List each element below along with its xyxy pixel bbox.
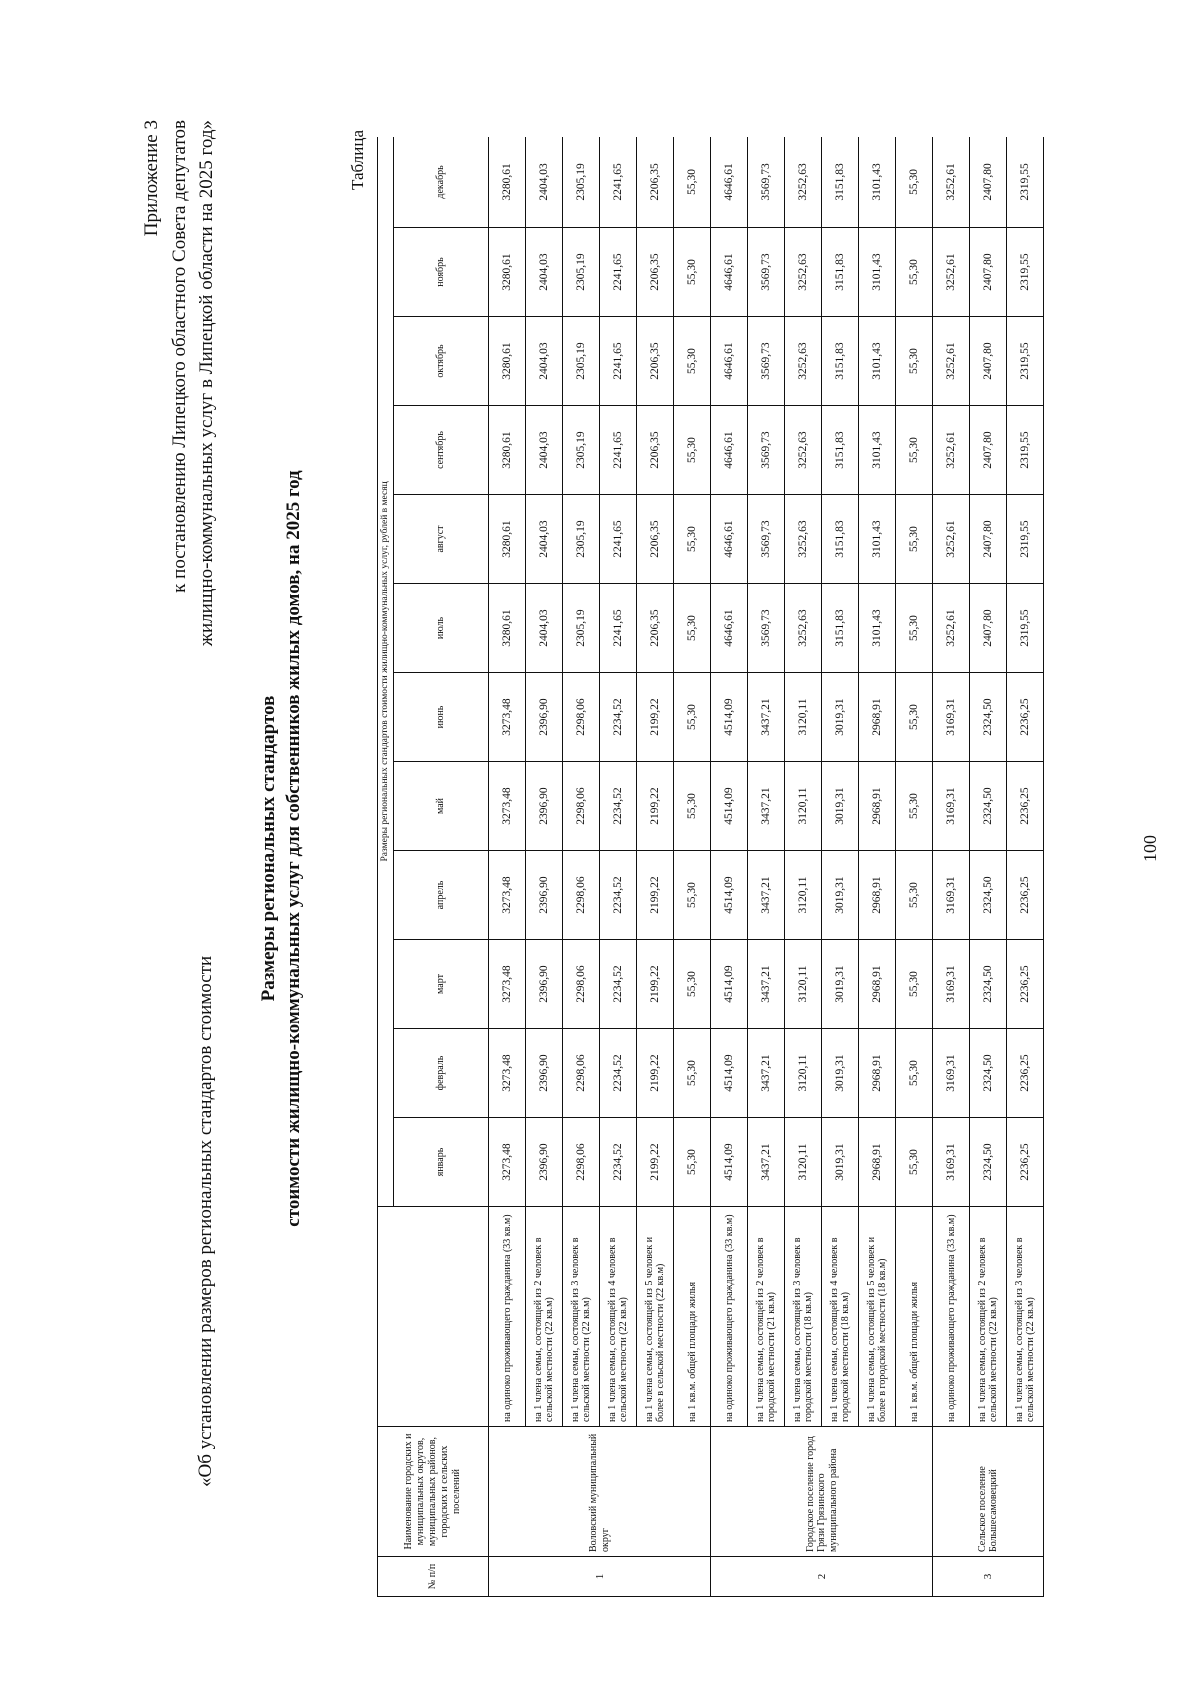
- month-value: 3101,43: [859, 137, 896, 228]
- month-value: 2241,65: [600, 228, 637, 317]
- col-header-group: Размеры региональных стандартов стоимости жилищно-коммунальных услуг, рублей в месяц: [378, 137, 394, 1207]
- month-value: 3252,63: [785, 495, 822, 584]
- month-value: 3252,63: [785, 317, 822, 406]
- month-value: 2324,50: [970, 1029, 1007, 1118]
- month-value: 2234,52: [600, 940, 637, 1029]
- month-value: 3252,61: [933, 317, 970, 406]
- month-value: 2234,52: [600, 762, 637, 851]
- month-header: август: [394, 495, 489, 584]
- month-value: 3569,73: [748, 406, 785, 495]
- month-header: октябрь: [394, 317, 489, 406]
- month-value: 3273,48: [489, 940, 526, 1029]
- month-value: 2298,06: [563, 673, 600, 762]
- month-value: 2305,19: [563, 406, 600, 495]
- month-value: 2236,25: [1007, 1029, 1044, 1118]
- month-value: 3120,11: [785, 851, 822, 940]
- month-value: 55,30: [896, 762, 933, 851]
- table-row: [600, 137, 637, 1597]
- month-value: 2319,55: [1007, 584, 1044, 673]
- table-row: [970, 137, 1007, 1597]
- month-value: 2407,80: [970, 317, 1007, 406]
- month-value: 4514,09: [711, 762, 748, 851]
- table-body: [489, 137, 1044, 1597]
- month-value: 2319,55: [1007, 228, 1044, 317]
- month-value: 55,30: [896, 1118, 933, 1207]
- standard-description: на 1 члена семьи, состоящей из 3 человек в городской местности (18 кв.м): [785, 1207, 822, 1427]
- month-value: 3437,21: [748, 851, 785, 940]
- month-value: 2396,90: [526, 762, 563, 851]
- month-value: 2396,90: [526, 1029, 563, 1118]
- table-row: [637, 137, 674, 1597]
- month-value: 3273,48: [489, 762, 526, 851]
- month-value: 55,30: [674, 317, 711, 406]
- month-value: 2396,90: [526, 940, 563, 1029]
- month-header: июнь: [394, 673, 489, 762]
- month-value: 3252,61: [933, 228, 970, 317]
- month-value: 2968,91: [859, 940, 896, 1029]
- month-value: 3019,31: [822, 940, 859, 1029]
- month-value: 3101,43: [859, 317, 896, 406]
- table-row: [822, 137, 859, 1597]
- month-value: 2236,25: [1007, 673, 1044, 762]
- standard-description: на 1 члена семьи, состоящей из 2 человек в сельской местности (22 кв.м): [970, 1207, 1007, 1427]
- month-value: 3151,83: [822, 495, 859, 584]
- month-value: 3101,43: [859, 495, 896, 584]
- month-value: 4514,09: [711, 673, 748, 762]
- month-value: 3169,31: [933, 673, 970, 762]
- month-value: 3120,11: [785, 673, 822, 762]
- month-value: 55,30: [674, 1029, 711, 1118]
- month-value: 3273,48: [489, 1118, 526, 1207]
- month-value: 55,30: [896, 940, 933, 1029]
- month-value: 55,30: [896, 851, 933, 940]
- month-value: 2206,35: [637, 495, 674, 584]
- month-value: 4646,61: [711, 137, 748, 228]
- table-row: [896, 137, 933, 1597]
- month-value: 2206,35: [637, 137, 674, 228]
- month-value: 55,30: [674, 673, 711, 762]
- month-value: 2396,90: [526, 673, 563, 762]
- month-value: 55,30: [674, 228, 711, 317]
- month-value: 3120,11: [785, 762, 822, 851]
- month-value: 3019,31: [822, 851, 859, 940]
- month-value: 3569,73: [748, 137, 785, 228]
- month-value: 4646,61: [711, 406, 748, 495]
- standard-description: на 1 члена семьи, состоящей из 4 человек в сельской местности (22 кв.м): [600, 1207, 637, 1427]
- month-value: 2407,80: [970, 584, 1007, 673]
- month-value: 55,30: [896, 406, 933, 495]
- month-value: 2241,65: [600, 584, 637, 673]
- title-line-2: стоимости жилищно-коммунальных услуг для собственников жилых домов, на 2025 год: [283, 470, 304, 1227]
- month-value: 2324,50: [970, 1118, 1007, 1207]
- standard-description: на одиноко проживающего гражданина (33 кв.м): [933, 1207, 970, 1427]
- row-number: 2: [711, 1557, 933, 1597]
- month-value: 3280,61: [489, 584, 526, 673]
- row-number: 3: [933, 1557, 1044, 1597]
- month-value: 55,30: [674, 137, 711, 228]
- month-value: 3252,61: [933, 584, 970, 673]
- month-header: март: [394, 940, 489, 1029]
- month-value: 3169,31: [933, 1118, 970, 1207]
- table-row: [526, 137, 563, 1597]
- month-value: 2404,03: [526, 406, 563, 495]
- month-value: 4514,09: [711, 1118, 748, 1207]
- month-value: 55,30: [896, 1029, 933, 1118]
- month-value: 2968,91: [859, 851, 896, 940]
- month-value: 2305,19: [563, 228, 600, 317]
- month-header: сентябрь: [394, 406, 489, 495]
- month-value: 2324,50: [970, 673, 1007, 762]
- month-value: 4514,09: [711, 940, 748, 1029]
- month-value: 2234,52: [600, 1118, 637, 1207]
- month-value: 4646,61: [711, 317, 748, 406]
- month-value: 3569,73: [748, 584, 785, 673]
- month-value: 3169,31: [933, 1029, 970, 1118]
- month-value: 2298,06: [563, 940, 600, 1029]
- standards-table: [377, 137, 1044, 1597]
- month-value: 3569,73: [748, 317, 785, 406]
- month-value: 2404,03: [526, 228, 563, 317]
- month-header: февраль: [394, 1029, 489, 1118]
- month-header: май: [394, 762, 489, 851]
- month-value: 2199,22: [637, 851, 674, 940]
- table-row: [785, 137, 822, 1597]
- table-row: [711, 137, 748, 1597]
- month-value: 55,30: [674, 495, 711, 584]
- month-value: 2236,25: [1007, 851, 1044, 940]
- month-value: 2298,06: [563, 762, 600, 851]
- month-value: 2241,65: [600, 495, 637, 584]
- month-value: 3273,48: [489, 851, 526, 940]
- month-value: 3437,21: [748, 673, 785, 762]
- month-value: 2234,52: [600, 1029, 637, 1118]
- header-line-2-left: «Об установлении размеров региональных стандартов стоимости: [195, 955, 216, 1487]
- municipality-name: Городское поселение город Грязи Грязинского муниципального района: [711, 1427, 933, 1557]
- col-header-number: № п/п: [378, 1557, 489, 1597]
- month-value: 3019,31: [822, 1118, 859, 1207]
- month-value: 2407,80: [970, 137, 1007, 228]
- month-value: 2234,52: [600, 851, 637, 940]
- month-value: 2319,55: [1007, 317, 1044, 406]
- standard-description: на 1 члена семьи, состоящей из 5 человек и более в сельской местности (22 кв.м): [637, 1207, 674, 1427]
- month-value: 2199,22: [637, 940, 674, 1029]
- month-value: 2241,65: [600, 317, 637, 406]
- month-value: 2236,25: [1007, 940, 1044, 1029]
- month-value: 2407,80: [970, 406, 1007, 495]
- appendix-label: Приложение 3: [141, 120, 162, 237]
- month-value: 3169,31: [933, 762, 970, 851]
- month-value: 2319,55: [1007, 406, 1044, 495]
- month-value: 3169,31: [933, 940, 970, 1029]
- month-value: 55,30: [674, 1118, 711, 1207]
- month-value: 3252,61: [933, 406, 970, 495]
- standard-description: на 1 кв.м. общей площади жилья: [674, 1207, 711, 1427]
- month-value: 2241,65: [600, 137, 637, 228]
- month-value: 55,30: [674, 584, 711, 673]
- month-value: 3280,61: [489, 317, 526, 406]
- month-value: 3280,61: [489, 495, 526, 584]
- month-value: 3169,31: [933, 851, 970, 940]
- standard-description: на 1 члена семьи, состоящей из 5 человек и более в городской местности (18 кв.м): [859, 1207, 896, 1427]
- month-value: 2199,22: [637, 673, 674, 762]
- table-row: [563, 137, 600, 1597]
- month-value: 2298,06: [563, 1029, 600, 1118]
- month-value: 3569,73: [748, 228, 785, 317]
- month-value: 3252,63: [785, 228, 822, 317]
- month-value: 2396,90: [526, 1118, 563, 1207]
- month-value: 3151,83: [822, 317, 859, 406]
- standard-description: на 1 члена семьи, состоящей из 3 человек в сельской местности (22 кв.м): [1007, 1207, 1044, 1427]
- month-value: 55,30: [674, 406, 711, 495]
- month-value: 2199,22: [637, 1118, 674, 1207]
- title-line-1: Размеры региональных стандартов: [258, 695, 279, 1002]
- table-label: Таблица: [348, 130, 367, 190]
- month-value: 2305,19: [563, 495, 600, 584]
- month-value: 55,30: [896, 495, 933, 584]
- municipality-name: Сельское поселение Большесамовецкий: [933, 1427, 1044, 1557]
- month-value: 2206,35: [637, 406, 674, 495]
- month-value: 2236,25: [1007, 1118, 1044, 1207]
- month-value: 3273,48: [489, 1029, 526, 1118]
- month-value: 2206,35: [637, 228, 674, 317]
- month-value: 2404,03: [526, 495, 563, 584]
- standard-description: на одиноко проживающего гражданина (33 кв.м): [711, 1207, 748, 1427]
- month-value: 2407,80: [970, 228, 1007, 317]
- month-value: 2407,80: [970, 495, 1007, 584]
- standard-description: на 1 члена семьи, состоящей из 3 человек в сельской местности (22 кв.м): [563, 1207, 600, 1427]
- header-line-2-right: жилищно-коммунальных услуг в Липецкой области на 2025 год»: [196, 120, 217, 647]
- month-value: 2968,91: [859, 1029, 896, 1118]
- month-value: 3151,83: [822, 228, 859, 317]
- table-row: [489, 137, 526, 1597]
- month-value: 4646,61: [711, 495, 748, 584]
- month-value: 2298,06: [563, 851, 600, 940]
- month-value: 2404,03: [526, 317, 563, 406]
- month-value: 2968,91: [859, 673, 896, 762]
- month-value: 3101,43: [859, 228, 896, 317]
- month-value: 2199,22: [637, 762, 674, 851]
- month-value: 3252,63: [785, 406, 822, 495]
- month-value: 2199,22: [637, 1029, 674, 1118]
- month-value: 3019,31: [822, 762, 859, 851]
- col-header-description: [378, 1207, 489, 1427]
- month-value: 3280,61: [489, 406, 526, 495]
- month-value: 3151,83: [822, 584, 859, 673]
- month-value: 55,30: [896, 673, 933, 762]
- month-value: 3120,11: [785, 1029, 822, 1118]
- standard-description: на 1 члена семьи, состоящей из 4 человек в городской местности (18 кв.м): [822, 1207, 859, 1427]
- month-value: 2206,35: [637, 584, 674, 673]
- month-value: 2319,55: [1007, 495, 1044, 584]
- month-value: 3437,21: [748, 1029, 785, 1118]
- col-header-name: Наименование городских и муниципальных округов, муниципальных районов, городских и сельских поселений: [378, 1427, 489, 1557]
- month-value: 3280,61: [489, 137, 526, 228]
- month-value: 2206,35: [637, 317, 674, 406]
- month-value: 2305,19: [563, 317, 600, 406]
- month-value: 55,30: [896, 228, 933, 317]
- month-value: 3019,31: [822, 673, 859, 762]
- month-value: 3437,21: [748, 1118, 785, 1207]
- month-value: 2968,91: [859, 762, 896, 851]
- month-value: 3120,11: [785, 1118, 822, 1207]
- month-value: 2236,25: [1007, 762, 1044, 851]
- month-value: 3101,43: [859, 406, 896, 495]
- month-value: 3437,21: [748, 762, 785, 851]
- month-value: 55,30: [896, 137, 933, 228]
- month-value: 3252,61: [933, 495, 970, 584]
- month-value: 55,30: [896, 317, 933, 406]
- month-value: 2404,03: [526, 584, 563, 673]
- month-header: июль: [394, 584, 489, 673]
- month-value: 4646,61: [711, 228, 748, 317]
- table-row: [674, 137, 711, 1597]
- month-value: 2396,90: [526, 851, 563, 940]
- month-value: 2319,55: [1007, 137, 1044, 228]
- table-row: [859, 137, 896, 1597]
- month-value: 3252,63: [785, 584, 822, 673]
- month-value: 2298,06: [563, 1118, 600, 1207]
- month-value: 3019,31: [822, 1029, 859, 1118]
- page-number: 100: [1140, 835, 1160, 862]
- month-value: 3151,83: [822, 406, 859, 495]
- month-value: 2305,19: [563, 584, 600, 673]
- municipality-name: Воловский муниципальный округ: [489, 1427, 711, 1557]
- month-value: 2241,65: [600, 406, 637, 495]
- month-value: 55,30: [674, 762, 711, 851]
- month-value: 2968,91: [859, 1118, 896, 1207]
- month-value: 55,30: [896, 584, 933, 673]
- month-header: декабрь: [394, 137, 489, 228]
- standard-description: на 1 кв.м. общей площади жилья: [896, 1207, 933, 1427]
- standards-table-wrapper: [377, 137, 1097, 1597]
- month-value: 3280,61: [489, 228, 526, 317]
- standard-description: на 1 члена семьи, состоящей из 2 человек в городской местности (21 кв.м): [748, 1207, 785, 1427]
- month-header: ноябрь: [394, 228, 489, 317]
- month-value: 3120,11: [785, 940, 822, 1029]
- month-value: 3437,21: [748, 940, 785, 1029]
- month-value: 2234,52: [600, 673, 637, 762]
- month-value: 2305,19: [563, 137, 600, 228]
- standard-description: на 1 члена семьи, состоящей из 2 человек в сельской местности (22 кв.м): [526, 1207, 563, 1427]
- month-value: 55,30: [674, 851, 711, 940]
- month-value: 4514,09: [711, 851, 748, 940]
- month-value: 3252,63: [785, 137, 822, 228]
- month-value: 2324,50: [970, 762, 1007, 851]
- month-value: 3273,48: [489, 673, 526, 762]
- month-header: апрель: [394, 851, 489, 940]
- month-value: 4514,09: [711, 1029, 748, 1118]
- month-value: 3252,61: [933, 137, 970, 228]
- month-value: 3151,83: [822, 137, 859, 228]
- month-value: 2324,50: [970, 851, 1007, 940]
- month-header: январь: [394, 1118, 489, 1207]
- table-row: [748, 137, 785, 1597]
- month-value: 3101,43: [859, 584, 896, 673]
- table-row: [933, 137, 970, 1597]
- table-row: [1007, 137, 1044, 1597]
- month-value: 55,30: [674, 940, 711, 1029]
- month-value: 2324,50: [970, 940, 1007, 1029]
- month-value: 4646,61: [711, 584, 748, 673]
- row-number: 1: [489, 1557, 711, 1597]
- header-line-1: к постановлению Липецкого областного Совета депутатов: [169, 120, 190, 593]
- standard-description: на одиноко проживающего гражданина (33 кв.м): [489, 1207, 526, 1427]
- month-value: 3569,73: [748, 495, 785, 584]
- month-value: 2404,03: [526, 137, 563, 228]
